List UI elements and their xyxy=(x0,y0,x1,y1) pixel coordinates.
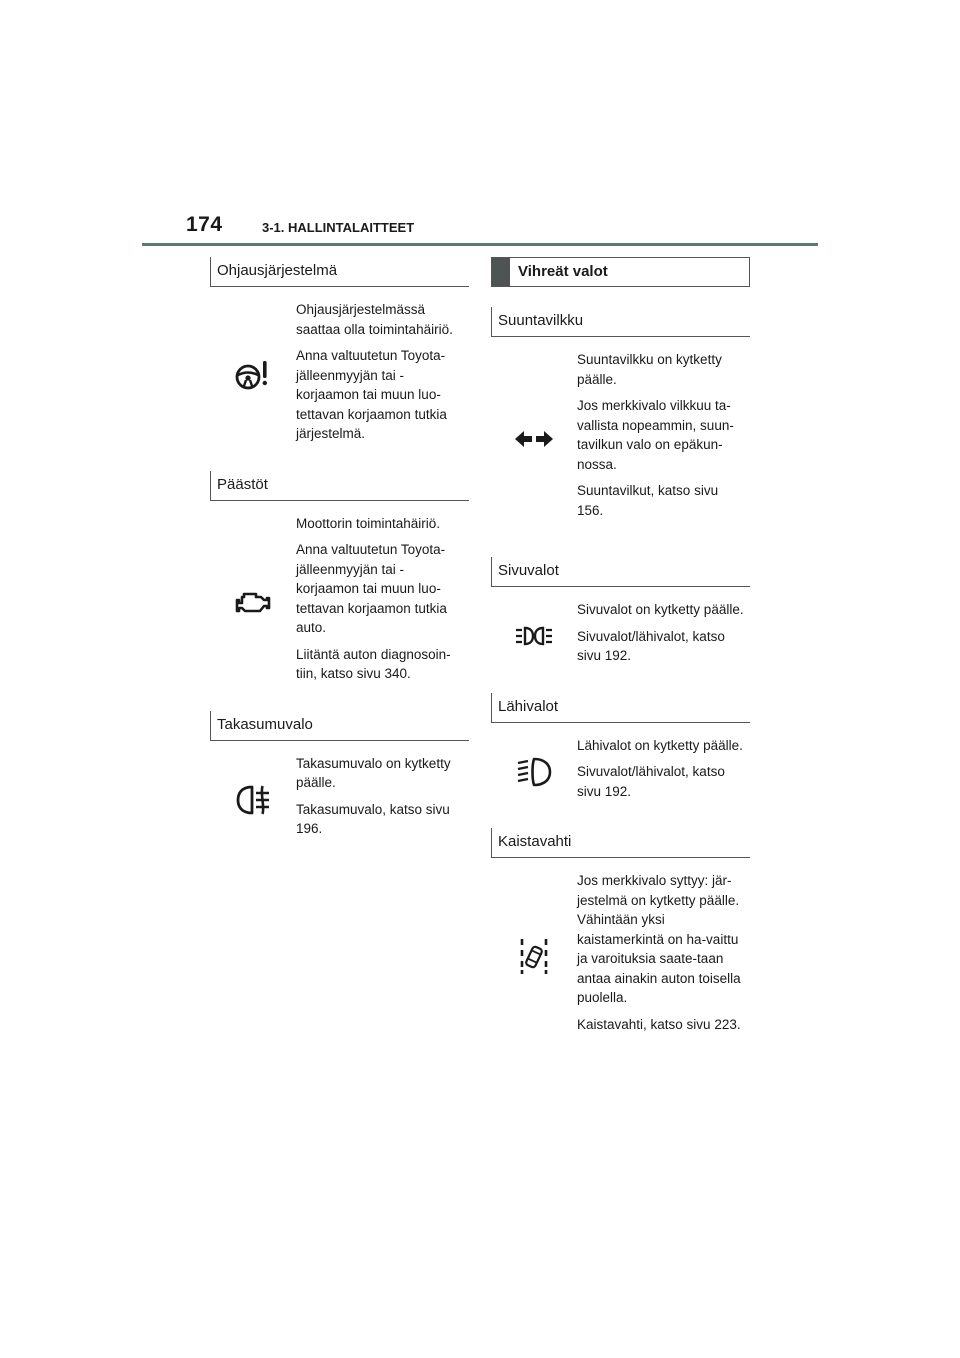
side-lights-icon xyxy=(515,625,553,647)
emissions-text-3: Liitäntä auton diagnosoin-tiin, katso sivu 340. xyxy=(296,646,451,681)
low-beam-heading: Lähivalot xyxy=(491,693,750,723)
side-lights-entry xyxy=(491,587,750,673)
steering-warning-icon xyxy=(233,358,273,392)
low-beam-entry xyxy=(491,723,750,809)
green-lights-title: Vihreät valot xyxy=(518,263,608,280)
lane-assist-entry xyxy=(491,858,750,1041)
green-lights-heading xyxy=(491,257,750,287)
turn-signal-entry xyxy=(491,337,750,527)
rear-fog-light-icon xyxy=(235,784,271,816)
rear-fog-entry xyxy=(210,741,469,846)
emissions-heading: Päästöt xyxy=(210,471,469,501)
lane-assist-text-1: Jos merkkivalo syttyy: jär-jestelmä on kytketty päälle. Vähintään yksi kaistamerkintä on ha-vaittu ja varoituksia saate-taan antaa ainakin auton toisella puolella. xyxy=(577,873,741,1005)
header-rule xyxy=(142,243,818,246)
heading-tab xyxy=(492,258,510,286)
right-column xyxy=(491,257,750,1041)
left-column xyxy=(210,257,469,846)
turn-signal-arrows-icon xyxy=(514,428,554,450)
lane-assist-icon xyxy=(519,937,549,975)
turn-signal-text-2: Jos merkkivalo vilkkuu ta-vallista nopeammin, suun-tavilkun valo on epäkun-nossa. xyxy=(577,398,734,472)
low-beam-text-2: Sivuvalot/lähivalot, katso sivu 192. xyxy=(577,764,725,799)
rear-fog-text-2: Takasumuvalo, katso sivu 196. xyxy=(296,801,450,836)
turn-signal-heading: Suuntavilkku xyxy=(491,307,750,337)
rear-fog-heading: Takasumuvalo xyxy=(210,711,469,741)
side-lights-heading: Sivuvalot xyxy=(491,557,750,587)
engine-icon xyxy=(235,589,271,615)
steering-text-1: Ohjausjärjestelmässä saattaa olla toimintahäiriö. xyxy=(296,302,453,337)
section-title: 3-1. HALLINTALAITTEET xyxy=(262,220,415,235)
page-number: 174 xyxy=(186,213,223,236)
side-lights-text-1: Sivuvalot on kytketty päälle. xyxy=(577,602,744,617)
low-beam-icon xyxy=(516,756,552,788)
low-beam-text-1: Lähivalot on kytketty päälle. xyxy=(577,737,743,753)
side-lights-text-2: Sivuvalot/lähivalot, katso sivu 192. xyxy=(577,628,725,663)
emissions-text-2: Anna valtuutetun Toyota-jälleenmyyjän tai -korjaamon tai muun luo-tettavan korjaamon tutkia auto. xyxy=(296,542,447,635)
steering-entry xyxy=(210,287,469,451)
emissions-text-1: Moottorin toimintahäiriö. xyxy=(296,515,441,531)
rear-fog-text-1: Takasumuvalo on kytketty päälle. xyxy=(296,755,451,790)
lane-assist-text-2: Kaistavahti, katso sivu 223. xyxy=(577,1016,741,1032)
lane-assist-heading: Kaistavahti xyxy=(491,828,750,858)
turn-signal-text-3: Suuntavilkut, katso sivu 156. xyxy=(577,483,719,518)
emissions-entry xyxy=(210,501,469,691)
turn-signal-text-1: Suuntavilkku on kytketty päälle. xyxy=(577,352,722,387)
steering-text-2: Anna valtuutetun Toyota-jälleenmyyjän tai -korjaamon tai muun luo-tettavan korjaamon tutkia järjestelmä. xyxy=(296,348,447,441)
steering-heading: Ohjausjärjestelmä xyxy=(210,257,469,287)
